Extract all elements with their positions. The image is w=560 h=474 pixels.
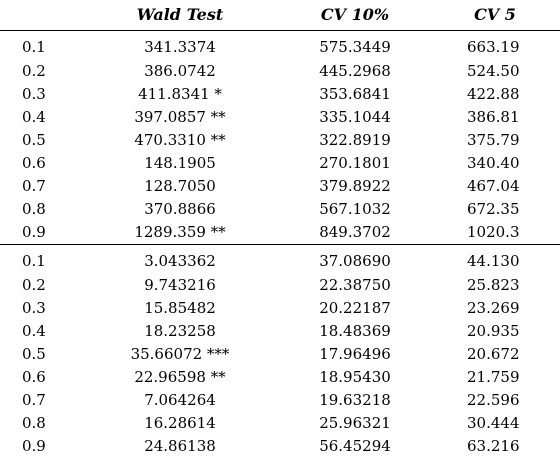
wald-test-cell: 341.3374 <box>144 38 216 56</box>
wald-test-cell: 3.043362 <box>144 251 216 270</box>
cv-10-cell: 19.63218 <box>319 391 391 409</box>
quantile-cell: 0.2 <box>22 62 46 80</box>
header-quantile <box>0 0 80 31</box>
cv-5-cell: 22.596 <box>467 391 520 409</box>
wald-test-cell: 7.064264 <box>144 391 216 409</box>
header-cv-5: CV 5 <box>430 0 560 31</box>
cv-5-cell: 21.759 <box>467 368 520 386</box>
wald-test-cell: 370.8866 <box>144 200 216 218</box>
table-row <box>0 274 560 297</box>
table-row <box>0 175 560 198</box>
table-row <box>0 366 560 389</box>
cv-10-cell: 445.2968 <box>319 62 391 80</box>
table-row <box>0 412 560 435</box>
cv-5-cell: 23.269 <box>467 299 520 317</box>
cv-5-cell: 386.81 <box>467 108 520 126</box>
quantile-cell: 0.8 <box>22 200 46 218</box>
cv-5-cell: 467.04 <box>467 177 520 195</box>
cv-5-cell: 20.935 <box>467 322 520 340</box>
cv-5-cell: 20.672 <box>467 345 520 363</box>
cv-10-cell: 17.96496 <box>319 345 391 363</box>
cv-10-cell: 335.1044 <box>319 108 391 126</box>
quantile-cell: 0.5 <box>22 131 46 149</box>
cv-10-cell: 849.3702 <box>280 221 430 245</box>
wald-test-cell: 18.23258 <box>144 322 216 340</box>
table-row <box>0 320 560 343</box>
cv-5-cell: 524.50 <box>467 62 520 80</box>
wald-test-cell: 411.8341 * <box>138 85 222 103</box>
quantile-cell: 0.4 <box>22 108 46 126</box>
cv-5-cell: 44.130 <box>467 251 520 270</box>
wald-test-cell: 35.66072 *** <box>130 345 230 363</box>
wald-test-cell: 1289.359 ** <box>80 221 280 245</box>
quantile-cell: 0.1 <box>22 38 46 56</box>
wald-test-cell: 397.0857 ** <box>134 108 226 126</box>
wald-test-cell: 24.86138 <box>144 437 216 455</box>
quantile-cell: 0.3 <box>22 299 46 317</box>
header-cv-10: CV 10% <box>280 0 430 31</box>
table-section-2 <box>0 245 560 459</box>
cv-10-cell: 18.48369 <box>319 322 391 340</box>
cv-5-cell: 340.40 <box>467 154 520 172</box>
table-row <box>0 129 560 152</box>
cv-10-cell: 56.45294 <box>319 437 391 455</box>
table-row <box>0 343 560 366</box>
table-section-1 <box>0 31 560 245</box>
wald-test-cell: 15.85482 <box>144 299 216 317</box>
table-row <box>0 31 560 61</box>
table-row <box>0 297 560 320</box>
table-row <box>0 106 560 129</box>
table-header-row <box>0 0 560 31</box>
cv-10-cell: 567.1032 <box>319 200 391 218</box>
quantile-cell: 0.3 <box>22 85 46 103</box>
cv-10-cell: 270.1801 <box>319 154 391 172</box>
cv-5-cell: 375.79 <box>467 131 520 149</box>
cv-10-cell: 18.95430 <box>319 368 391 386</box>
cv-10-cell: 25.96321 <box>319 414 391 432</box>
table-row <box>0 435 560 458</box>
quantile-cell: 0.2 <box>22 276 46 294</box>
cv-10-cell: 575.3449 <box>319 38 391 56</box>
wald-test-cell: 22.96598 ** <box>134 368 226 386</box>
cv-5-cell: 663.19 <box>467 38 520 56</box>
cv-5-cell: 1020.3 <box>430 221 560 245</box>
quantile-cell: 0.4 <box>22 322 46 340</box>
wald-test-cell: 16.28614 <box>144 414 216 432</box>
table-row <box>0 245 560 275</box>
quantile-cell: 0.9 <box>22 437 46 455</box>
cv-5-cell: 422.88 <box>467 85 520 103</box>
cv-10-cell: 353.6841 <box>319 85 391 103</box>
cv-10-cell: 322.8919 <box>319 131 391 149</box>
cv-5-cell: 25.823 <box>467 276 520 294</box>
wald-test-cell: 470.3310 ** <box>134 131 226 149</box>
table-row <box>0 83 560 106</box>
cv-5-cell: 63.216 <box>467 437 520 455</box>
quantile-cell: 0.6 <box>22 368 46 386</box>
wald-test-cell: 9.743216 <box>144 276 216 294</box>
wald-test-cell: 386.0742 <box>144 62 216 80</box>
cv-5-cell: 30.444 <box>467 414 520 432</box>
table-row <box>0 152 560 175</box>
table-row <box>0 60 560 83</box>
header-wald-test: Wald Test <box>80 0 280 31</box>
cv-10-cell: 20.22187 <box>319 299 391 317</box>
quantile-cell: 0.6 <box>22 154 46 172</box>
cv-10-cell: 37.08690 <box>319 251 391 270</box>
quantile-cell: 0.1 <box>22 251 46 270</box>
quantile-cell: 0.7 <box>22 177 46 195</box>
table-row <box>0 221 560 245</box>
cv-10-cell: 379.8922 <box>319 177 391 195</box>
quantile-cell: 0.9 <box>0 221 80 245</box>
quantile-cell: 0.5 <box>22 345 46 363</box>
cv-5-cell: 672.35 <box>467 200 520 218</box>
table-row <box>0 198 560 221</box>
wald-test-cell: 148.1905 <box>144 154 216 172</box>
table-row <box>0 389 560 412</box>
cv-10-cell: 22.38750 <box>319 276 391 294</box>
quantile-cell: 0.8 <box>22 414 46 432</box>
quantile-cell: 0.7 <box>22 391 46 409</box>
wald-test-cell: 128.7050 <box>144 177 216 195</box>
